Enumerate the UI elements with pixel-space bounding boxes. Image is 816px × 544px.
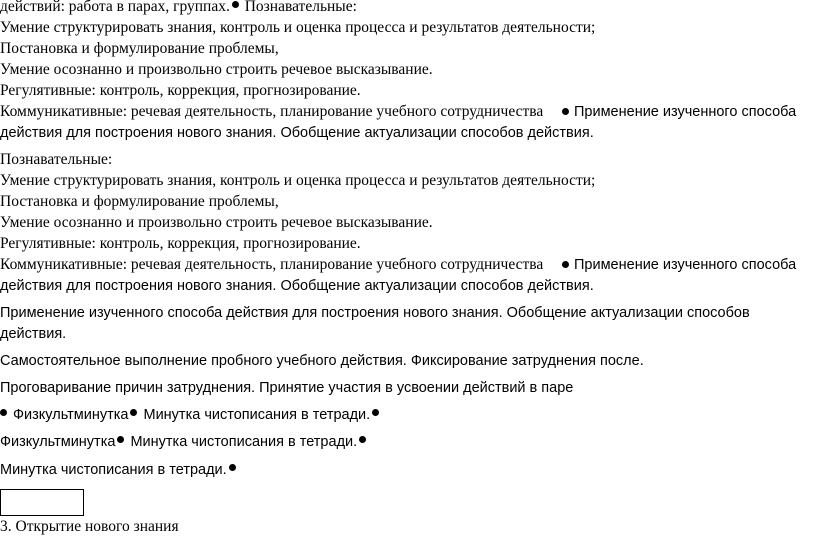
text-line: Применение изученного способа действия для построения нового знания. Обобщение актуализации способов <box>0 305 750 321</box>
text-line: Физкультминутка Минутка чистописания в тетради. <box>0 405 381 425</box>
bullet-icon <box>229 464 236 471</box>
bullet-icon <box>0 409 7 416</box>
text-line: Регулятивные: контроль, коррекция, прогнозирование. <box>0 235 361 252</box>
text-line: Применение изученного способа <box>574 257 797 273</box>
text-line: действия. <box>0 326 67 342</box>
bullet-icon <box>232 1 239 8</box>
empty-box <box>0 489 84 516</box>
text-line: Коммуникативные: речевая деятельность, планирование учебного сотрудничества <box>0 103 544 120</box>
text-line: действия для построения нового знания. Обобщение актуализации способов действия. <box>0 278 594 294</box>
text-line: Умение осознанно и произвольно строить речевое высказывание. <box>0 61 433 78</box>
text-line: Коммуникативные: речевая деятельность, планирование учебного сотрудничества <box>0 256 544 273</box>
bullet-icon <box>359 436 366 443</box>
bullet-icon <box>372 409 379 416</box>
text-line: Умение осознанно и произвольно строить речевое высказывание. <box>0 214 433 231</box>
bullet-icon <box>562 261 569 268</box>
bullet-icon <box>130 409 137 416</box>
text-line: Умение структурировать знания, контроль и оценка процесса и результатов деятельности; <box>0 172 596 189</box>
text-line: Регулятивные: контроль, коррекция, прогнозирование. <box>0 82 361 99</box>
bullet-icon <box>117 436 124 443</box>
section-heading: 3. Открытие нового знания <box>0 518 179 535</box>
text-line: Постановка и формулирование проблемы, <box>0 193 279 210</box>
text-line: Познавательные: <box>0 151 113 168</box>
text-line: Физкультминутка Минутка чистописания в тетради. <box>0 432 368 452</box>
text-line: Самостоятельное выполнение пробного учебного действия. Фиксирование затруднения после. <box>0 353 644 369</box>
text-line: Минутка чистописания в тетради. <box>0 460 238 480</box>
text-line: Постановка и формулирование проблемы, <box>0 40 279 57</box>
text-line: Проговаривание причин затруднения. Принятие участия в усвоении действий в паре <box>0 380 574 396</box>
text-line: Применение изученного способа <box>574 104 797 120</box>
text-line: Умение структурировать знания, контроль и оценка процесса и результатов деятельности; <box>0 19 596 36</box>
text-line: действия для построения нового знания. Обобщение актуализации способов действия. <box>0 125 594 141</box>
bullet-icon <box>562 108 569 115</box>
text-line: действий: работа в парах, группах. Познавательные: <box>0 0 357 15</box>
